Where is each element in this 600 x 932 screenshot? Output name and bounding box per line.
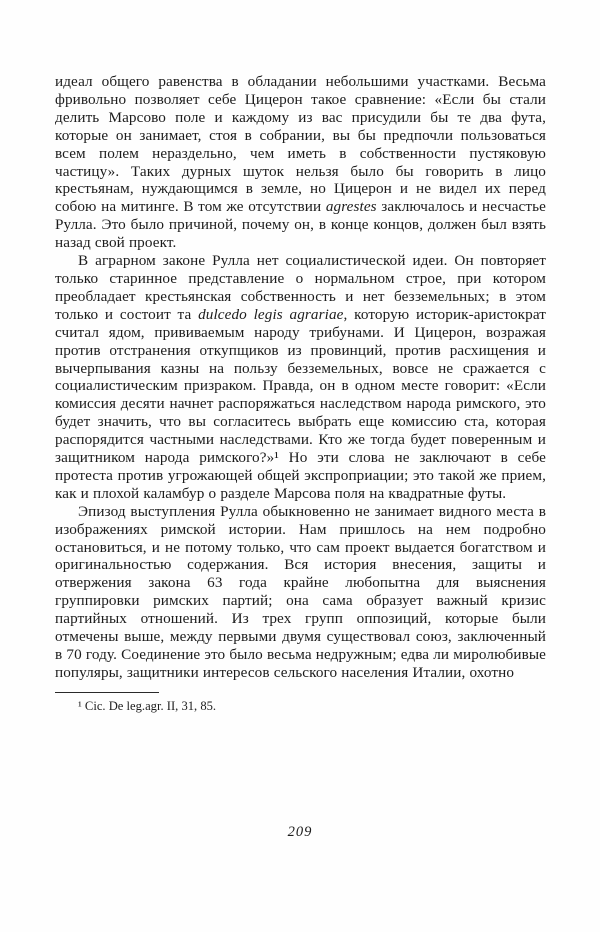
footnote: ¹ Cic. De leg.agr. II, 31, 85. (78, 698, 217, 713)
text-block (55, 73, 546, 714)
page-number: 209 (287, 824, 313, 840)
paragraph-episode: Эпизод выступления Рулла обыкновенно не занимает видного места в изображениях римской истории. Нам пришлось на нем подробно остановиться, и не потому только, что сам проект выдается богатством и оригинальностью содержания. Вся история внесения, защиты и отвержения закона 63 года крайне любопытна для выяснения группировки римских партий; она сама образует важный кризис партийных отношений. Из трех групп оппозиций, которые были отмечены выше, между первыми двумя существовал союз, заключенный в 70 году. Соединение это было весьма недружным; едва ли миролюбивые популяры, защитники интересов сельского населения Италии, охотно (55, 502, 546, 681)
footnote-divider (55, 692, 159, 693)
paragraph-continuation: идеал общего равенства в обладании небольшими участками. Весьма фривольно позволяет себе Цицерон такое сравнение: «Если бы стали делить Марсово поле и каждому из вас присудили бы те два фута, которые он занимает, стоя в собрании, вы бы предпочли пользоваться всем полем нераздельно, чем иметь в собственности пустяковую частицу». Таких дурных шуток нельзя было бы говорить в лицо крестьянам, нуждающимся в земле, но Цицерон и не видел их перед собою на митинге. В том же отсутствии agrestes заключалось и несчастье Рулла. Это было причиной, почему он, в конце концов, должен был взять назад свой проект. (55, 73, 547, 252)
paragraph-agrarian-law: В аграрном законе Рулла нет социалистической идеи. Он повторяет только старинное представление о нормальном строе, при котором преобладает крестьянская собственность и нет безземельных; в этом только и состоит та dulcedo legis agrariae, которую историк-аристократ считал ядом, прививаемым народу трибунами. И Цицерон, возражая против отстранения откупщиков из провинций, против расхищения и вычерпывания казны на пользу безземельных, вовсе не сражается с социалистическим призраком. Правда, он в одном месте говорит: «Если комиссия десяти начнет распоряжаться наследством народа римского, это будет значить, что вы согласитесь выбрать еще комиссию ста, которая распорядится частными наследствами. Кто же тогда будет поверенным и защитником народа римского?»¹ Но эти слова не заключают в себе протеста против угрожающей общей экспроприации; это такой же прием, как и плохой каламбур о разделе Марсова поля на квадратные футы. (55, 252, 547, 502)
